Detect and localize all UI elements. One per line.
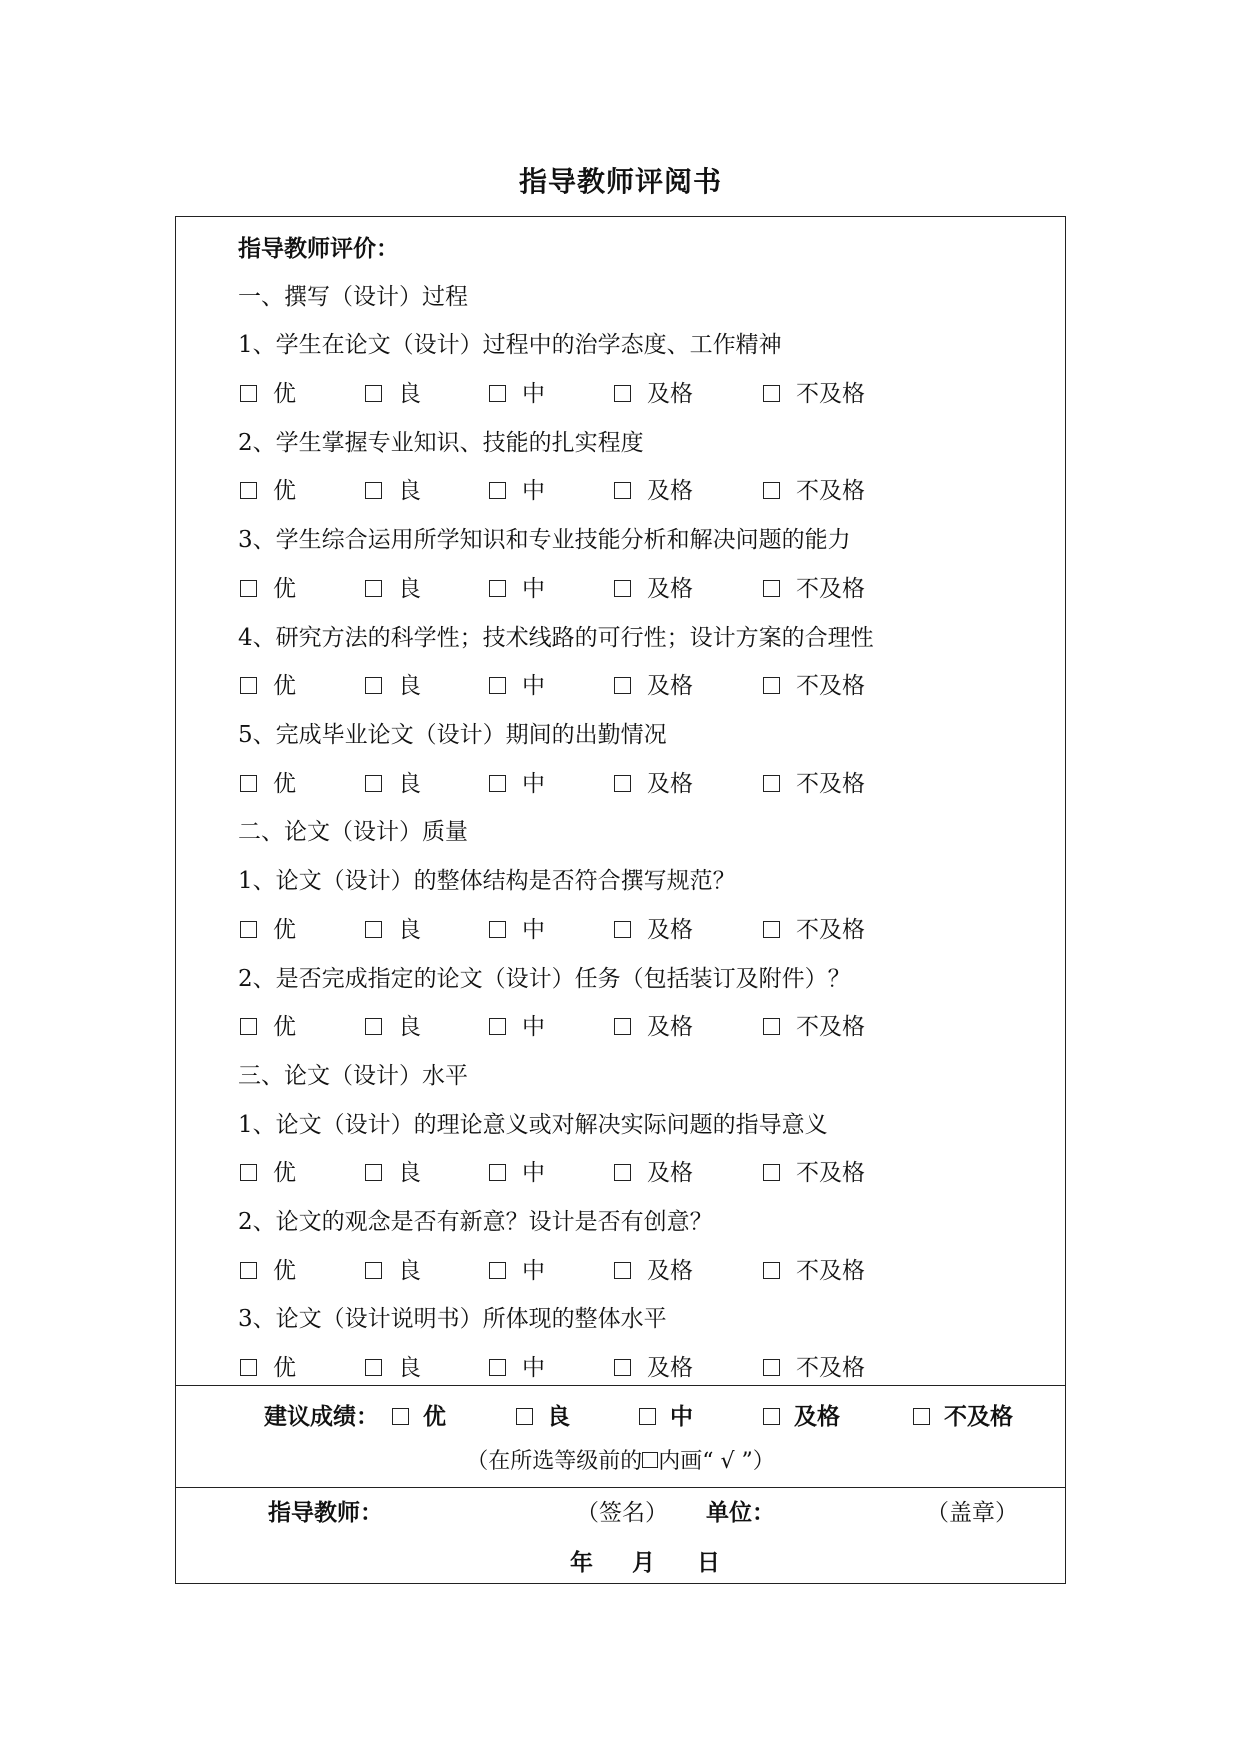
checkbox[interactable] — [365, 482, 382, 499]
checkbox[interactable] — [489, 1164, 506, 1181]
grade-option-label: 及格 — [647, 1014, 693, 1040]
grade-option-label: 中 — [522, 917, 545, 943]
grade-option[interactable] — [365, 1247, 421, 1296]
grade-option-label: 优 — [273, 1160, 296, 1186]
grade-option[interactable] — [763, 1149, 865, 1198]
recommended-grade-option[interactable] — [392, 1392, 446, 1442]
grade-option[interactable] — [614, 1003, 693, 1052]
grade-option-label: 良 — [398, 1355, 421, 1381]
checkbox[interactable] — [489, 921, 506, 938]
checkbox[interactable] — [614, 385, 631, 402]
grade-option[interactable] — [240, 467, 296, 516]
page-title: 指导教师评阅书 — [518, 165, 722, 198]
recommended-grade-option[interactable] — [763, 1392, 840, 1442]
checkbox[interactable] — [240, 385, 257, 402]
grade-option[interactable] — [240, 906, 296, 955]
grade-option[interactable] — [240, 1344, 296, 1393]
grade-option-label: 中 — [522, 1160, 545, 1186]
grade-option[interactable] — [365, 1149, 421, 1198]
grade-option-label: 及格 — [647, 1258, 693, 1284]
grade-option-label: 优 — [273, 1355, 296, 1381]
grade-option-label: 及格 — [647, 576, 693, 602]
checkbox[interactable] — [516, 1408, 533, 1425]
grade-option[interactable] — [489, 467, 545, 516]
grade-option-label: 不及格 — [796, 1014, 865, 1040]
grade-option-label: 不及格 — [796, 1160, 865, 1186]
grade-option-label: 不及格 — [796, 1355, 865, 1381]
grade-option-label: 良 — [398, 673, 421, 699]
grade-option-label: 优 — [273, 771, 296, 797]
recommended-grade-option[interactable] — [913, 1392, 1013, 1442]
checkbox[interactable] — [365, 1164, 382, 1181]
grade-option-label: 优 — [273, 1014, 296, 1040]
checkbox[interactable] — [365, 677, 382, 694]
checkbox[interactable] — [913, 1408, 930, 1425]
grade-option-label: 不及格 — [796, 576, 865, 602]
checkbox[interactable] — [365, 580, 382, 597]
recommended-grade-option[interactable] — [516, 1392, 570, 1442]
checkbox[interactable] — [763, 385, 780, 402]
criterion-item: 1、学生在论文（设计）过程中的治学态度、工作精神 — [238, 332, 782, 358]
grade-option-label: 不及格 — [796, 917, 865, 943]
recommended-grade-label: 中 — [670, 1403, 693, 1430]
grade-option-label: 中 — [522, 1355, 545, 1381]
grade-option[interactable] — [240, 662, 296, 711]
grade-option-label: 不及格 — [796, 771, 865, 797]
checkbox[interactable] — [763, 1408, 780, 1425]
recommended-grade-label: 优 — [423, 1403, 446, 1430]
grade-option[interactable] — [240, 1149, 296, 1198]
grade-option-label: 不及格 — [796, 673, 865, 699]
grade-option[interactable] — [763, 1344, 865, 1393]
checkbox[interactable] — [489, 385, 506, 402]
grade-option-label: 中 — [522, 771, 545, 797]
grade-option-label: 及格 — [647, 478, 693, 504]
grade-option[interactable] — [614, 760, 693, 809]
grade-option[interactable] — [614, 1247, 693, 1296]
checkbox[interactable] — [763, 677, 780, 694]
note-prefix: （在所选等级前的 — [466, 1449, 643, 1474]
grade-option-label: 优 — [273, 1258, 296, 1284]
grade-option[interactable] — [763, 662, 865, 711]
grade-option[interactable] — [489, 760, 545, 809]
checkbox[interactable] — [614, 775, 631, 792]
grade-option-label: 中 — [522, 1014, 545, 1040]
checkbox[interactable] — [489, 580, 506, 597]
grade-option[interactable] — [763, 1247, 865, 1296]
criterion-item: 3、论文（设计说明书）所体现的整体水平 — [238, 1306, 667, 1332]
grade-option[interactable] — [365, 906, 421, 955]
checkbox[interactable] — [763, 482, 780, 499]
grade-option-label: 良 — [398, 1160, 421, 1186]
checkbox[interactable] — [763, 1262, 780, 1279]
grade-option[interactable] — [240, 760, 296, 809]
grade-option-label: 不及格 — [796, 1258, 865, 1284]
checkbox[interactable] — [614, 1164, 631, 1181]
grade-option-label: 及格 — [647, 673, 693, 699]
criterion-item: 1、论文（设计）的整体结构是否符合撰写规范？ — [238, 868, 736, 894]
grade-option[interactable] — [489, 1149, 545, 1198]
checkbox[interactable] — [240, 921, 257, 938]
grade-option[interactable] — [614, 565, 693, 614]
criterion-item: 4、研究方法的科学性；技术线路的可行性；设计方案的合理性 — [238, 625, 874, 651]
grade-option[interactable] — [365, 1344, 421, 1393]
checkbox[interactable] — [365, 1018, 382, 1035]
grade-option[interactable] — [365, 370, 421, 419]
grade-option[interactable] — [763, 1003, 865, 1052]
checkbox[interactable] — [763, 1018, 780, 1035]
recommended-grade-label: 不及格 — [944, 1403, 1013, 1430]
teacher-label: 指导教师： — [268, 1499, 383, 1526]
grade-option-label: 优 — [273, 917, 296, 943]
grade-option[interactable] — [763, 565, 865, 614]
checkbox[interactable] — [763, 1359, 780, 1376]
checkbox[interactable] — [639, 1408, 656, 1425]
checkbox[interactable] — [365, 775, 382, 792]
criterion-item: 2、学生掌握专业知识、技能的扎实程度 — [238, 430, 644, 456]
grade-option-label: 及格 — [647, 771, 693, 797]
grade-option-label: 中 — [522, 478, 545, 504]
grade-option-label: 及格 — [647, 1355, 693, 1381]
checkbox[interactable] — [240, 482, 257, 499]
checkbox[interactable] — [763, 775, 780, 792]
checkbox[interactable] — [365, 1262, 382, 1279]
grade-option[interactable] — [489, 1003, 545, 1052]
checkbox[interactable] — [240, 1262, 257, 1279]
grade-option[interactable] — [763, 370, 865, 419]
checkbox-glyph — [642, 1452, 658, 1468]
section-heading: 三、论文（设计）水平 — [238, 1063, 468, 1089]
recommendation-label: 建议成绩： — [264, 1403, 379, 1430]
grade-option[interactable] — [614, 1149, 693, 1198]
grade-option-label: 中 — [522, 381, 545, 407]
evaluation-header: 指导教师评价： — [238, 235, 399, 262]
date-day: 日 — [697, 1549, 720, 1576]
grade-option[interactable] — [240, 1247, 296, 1296]
checkbox[interactable] — [489, 482, 506, 499]
grade-option[interactable] — [614, 662, 693, 711]
grade-option[interactable] — [240, 370, 296, 419]
grade-option[interactable] — [614, 467, 693, 516]
grade-option-label: 不及格 — [796, 478, 865, 504]
recommended-grade-label: 良 — [547, 1403, 570, 1430]
seal-hint: （盖章） — [926, 1500, 1018, 1526]
checkbox[interactable] — [763, 580, 780, 597]
checkbox[interactable] — [365, 385, 382, 402]
grade-option[interactable] — [614, 906, 693, 955]
grade-option-label: 及格 — [647, 1160, 693, 1186]
grade-option[interactable] — [489, 1247, 545, 1296]
checkbox[interactable] — [240, 775, 257, 792]
checkbox[interactable] — [614, 482, 631, 499]
checkbox[interactable] — [489, 775, 506, 792]
grade-option-label: 中 — [522, 673, 545, 699]
grade-option-label: 优 — [273, 673, 296, 699]
checkbox[interactable] — [614, 1018, 631, 1035]
unit-label: 单位： — [706, 1499, 775, 1526]
grade-option[interactable] — [763, 467, 865, 516]
checkbox[interactable] — [489, 1018, 506, 1035]
grade-option-label: 中 — [522, 576, 545, 602]
section-heading: 一、撰写（设计）过程 — [238, 284, 468, 310]
criterion-item: 5、完成毕业论文（设计）期间的出勤情况 — [238, 722, 667, 748]
grade-option[interactable] — [489, 1344, 545, 1393]
grade-option[interactable] — [614, 370, 693, 419]
grade-option-label: 中 — [522, 1258, 545, 1284]
checkbox[interactable] — [240, 1359, 257, 1376]
checkbox[interactable] — [614, 580, 631, 597]
grade-option-label: 良 — [398, 1014, 421, 1040]
grade-option[interactable] — [489, 662, 545, 711]
grade-option-label: 优 — [273, 478, 296, 504]
criterion-item: 3、学生综合运用所学知识和专业技能分析和解决问题的能力 — [238, 527, 851, 553]
checkbox[interactable] — [392, 1408, 409, 1425]
grade-option[interactable] — [489, 370, 545, 419]
grade-option-label: 良 — [398, 771, 421, 797]
checkbox[interactable] — [365, 1359, 382, 1376]
date-month: 月 — [632, 1549, 655, 1576]
checkbox[interactable] — [489, 1262, 506, 1279]
grade-option[interactable] — [365, 662, 421, 711]
criterion-item: 1、论文（设计）的理论意义或对解决实际问题的指导意义 — [238, 1112, 828, 1138]
note-suffix: 内画“ √ ”） — [658, 1449, 775, 1474]
checkbox[interactable] — [365, 921, 382, 938]
grade-option-label: 良 — [398, 381, 421, 407]
grade-option-label: 优 — [273, 381, 296, 407]
grade-option[interactable] — [763, 906, 865, 955]
checkbox[interactable] — [763, 921, 780, 938]
grade-option-label: 不及格 — [796, 381, 865, 407]
grade-option[interactable] — [763, 760, 865, 809]
grade-option-label: 及格 — [647, 917, 693, 943]
checkbox[interactable] — [240, 580, 257, 597]
grade-option-label: 良 — [398, 478, 421, 504]
grade-option-label: 优 — [273, 576, 296, 602]
checkbox[interactable] — [240, 677, 257, 694]
criterion-item: 2、是否完成指定的论文（设计）任务（包括装订及附件）？ — [238, 966, 851, 992]
checkbox[interactable] — [614, 921, 631, 938]
checkbox[interactable] — [614, 677, 631, 694]
recommendation-note — [0, 1437, 1241, 1487]
grade-option[interactable] — [240, 565, 296, 614]
grade-option-label: 良 — [398, 917, 421, 943]
section-heading: 二、论文（设计）质量 — [238, 819, 468, 845]
grade-option[interactable] — [365, 467, 421, 516]
recommended-grade-label: 及格 — [794, 1403, 840, 1430]
checkbox[interactable] — [240, 1164, 257, 1181]
checkbox[interactable] — [614, 1262, 631, 1279]
checkbox[interactable] — [763, 1164, 780, 1181]
date-year: 年 — [570, 1549, 593, 1576]
grade-option[interactable] — [614, 1344, 693, 1393]
recommended-grade-option[interactable] — [639, 1392, 693, 1442]
checkbox[interactable] — [489, 677, 506, 694]
grade-option-label: 良 — [398, 1258, 421, 1284]
criterion-item: 2、论文的观念是否有新意？设计是否有创意？ — [238, 1209, 713, 1235]
signature-hint: （签名） — [576, 1500, 668, 1526]
grade-option[interactable] — [365, 760, 421, 809]
checkbox[interactable] — [240, 1018, 257, 1035]
checkbox[interactable] — [614, 1359, 631, 1376]
grade-option[interactable] — [365, 1003, 421, 1052]
grade-option[interactable] — [240, 1003, 296, 1052]
grade-option[interactable] — [365, 565, 421, 614]
grade-option-label: 良 — [398, 576, 421, 602]
grade-option[interactable] — [489, 906, 545, 955]
grade-option-label: 及格 — [647, 381, 693, 407]
checkbox[interactable] — [489, 1359, 506, 1376]
grade-option[interactable] — [489, 565, 545, 614]
